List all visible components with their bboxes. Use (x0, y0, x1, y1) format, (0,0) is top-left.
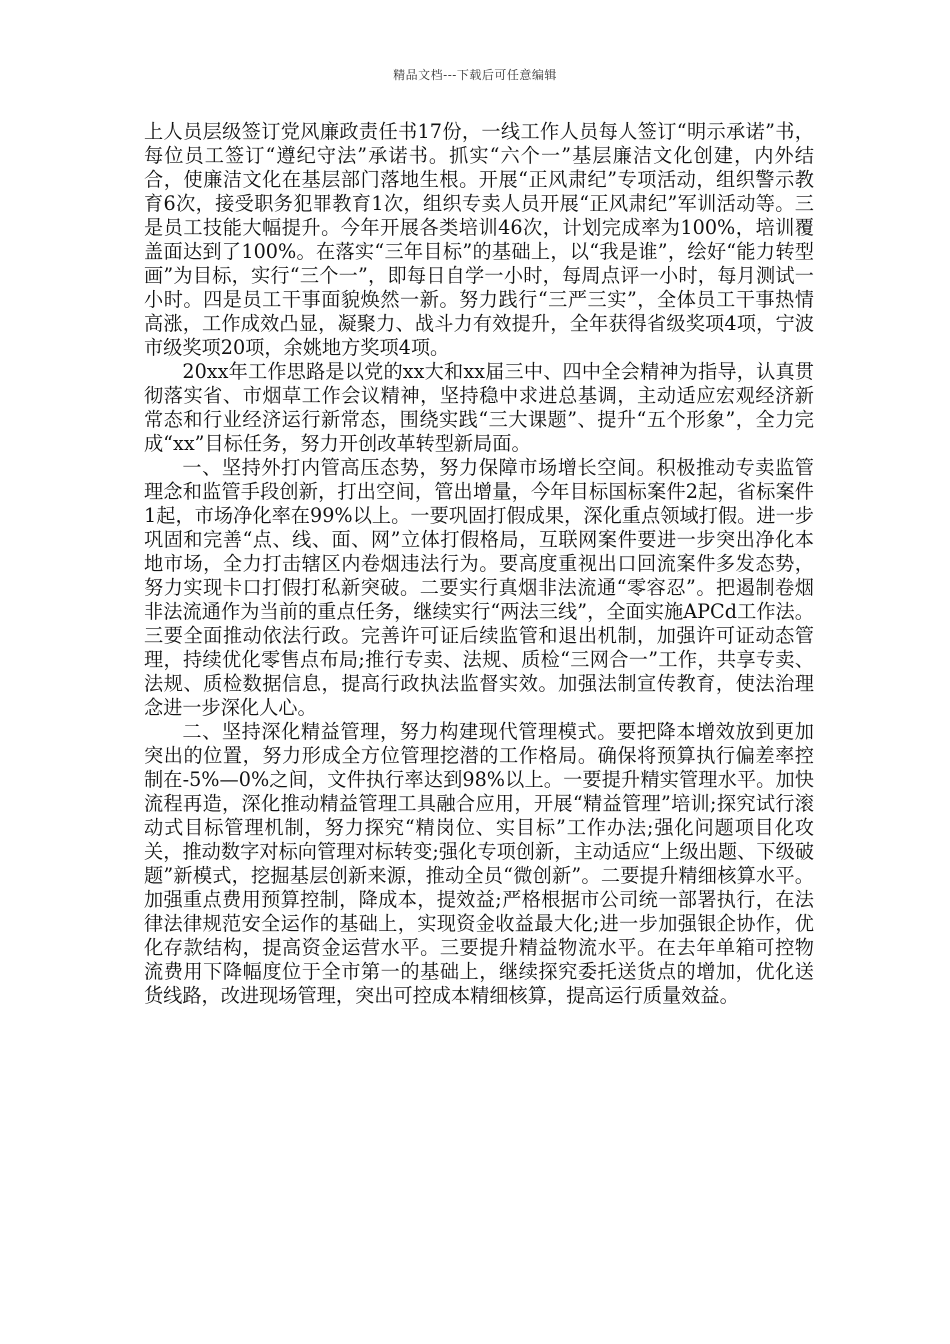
document-body (144, 120, 814, 1008)
paragraph-3: 一、坚持外打内管高压态势，努力保障市场增长空间。积极推动专卖监管理念和监管手段创新，打出空间，管出增量，今年目标国标案件2起，省标案件1起，市场净化率在99%以上。一要巩固打假成果，深化重点领域打假。进一步巩固和完善“点、线、面、网”立体打假格局，互联网案件要进一步突出净化本地市场，全力打击辖区内卷烟违法行为。要高度重视出口回流案件多发态势，努力实现卡口打假打私新突破。二要实行真烟非法流通“零容忍”。把遏制卷烟非法流通作为当前的重点任务，继续实行“两法三线”，全面实施APCd工作法。三要全面推动依法行政。完善许可证后续监管和退出机制，加强许可证动态管理，持续优化零售点布局;推行专卖、法规、质检“三网合一”工作，共享专卖、法规、质检数据信息，提高行政执法监督实效。加强法制宣传教育，使法治理念进一步深化人心。 (144, 456, 814, 719)
paragraph-4: 二、坚持深化精益管理，努力构建现代管理模式。要把降本增效放到更加突出的位置，努力形成全方位管理挖潜的工作格局。确保将预算执行偏差率控制在-5%—0%之间，文件执行率达到98%以上。一要提升精实管理水平。加快流程再造，深化推动精益管理工具融合应用，开展“精益管理”培训;探究试行滚动式目标管理机制，努力探究“精岗位、实目标”工作办法;强化问题项目化攻关，推动数字对标向管理对标转变;强化专项创新，主动适应“上级出题、下级破题”新模式，挖掘基层创新来源，推动全员“微创新”。二要提升精细核算水平。加强重点费用预算控制，降成本，提效益;严格根据市公司统一部署执行，在法律法律规范安全运作的基础上，实现资金收益最大化;进一步加强银企协作，优化存款结构，提高资金运营水平。三要提升精益物流水平。在去年单箱可控物流费用下降幅度位于全市第一的基础上，继续探究委托送货点的增加，优化送货线路，改进现场管理，突出可控成本精细核算，提高运行质量效益。 (144, 720, 814, 1007)
paragraph-1: 上人员层级签订党风廉政责任书17份，一线工作人员每人签订“明示承诺”书，每位员工签订“遵纪守法”承诺书。抓实“六个一”基层廉洁文化创建，内外结合，使廉洁文化在基层部门落地生根。开展“正风肃纪”专项活动，组织警示教育6次，接受职务犯罪教育1次，组织专卖人员开展“正风肃纪”军训活动等。三是员工技能大幅提升。今年开展各类培训46次，计划完成率为100%，培训覆盖面达到了100%。在落实“三年目标”的基础上，以“我是谁”，绘好“能力转型画”为目标，实行“三个一”，即每日自学一小时，每周点评一小时，每月测试一小时。四是员工干事面貌焕然一新。努力践行“三严三实”，全体员工干事热情高涨，工作成效凸显，凝聚力、战斗力有效提升，全年获得省级奖项4项，宁波市级奖项20项，余姚地方奖项4项。 (144, 120, 814, 359)
paragraph-2: 20xx年工作思路是以党的xx大和xx届三中、四中全会精神为指导，认真贯彻落实省、市烟草工作会议精神，坚持稳中求进总基调，主动适应宏观经济新常态和行业经济运行新常态，围绕实践“三大课题”、提升“五个形象”，全力完成“xx”目标任务，努力开创改革转型新局面。 (144, 360, 814, 455)
page-header: 精品文档---下载后可任意编辑 (393, 68, 557, 82)
